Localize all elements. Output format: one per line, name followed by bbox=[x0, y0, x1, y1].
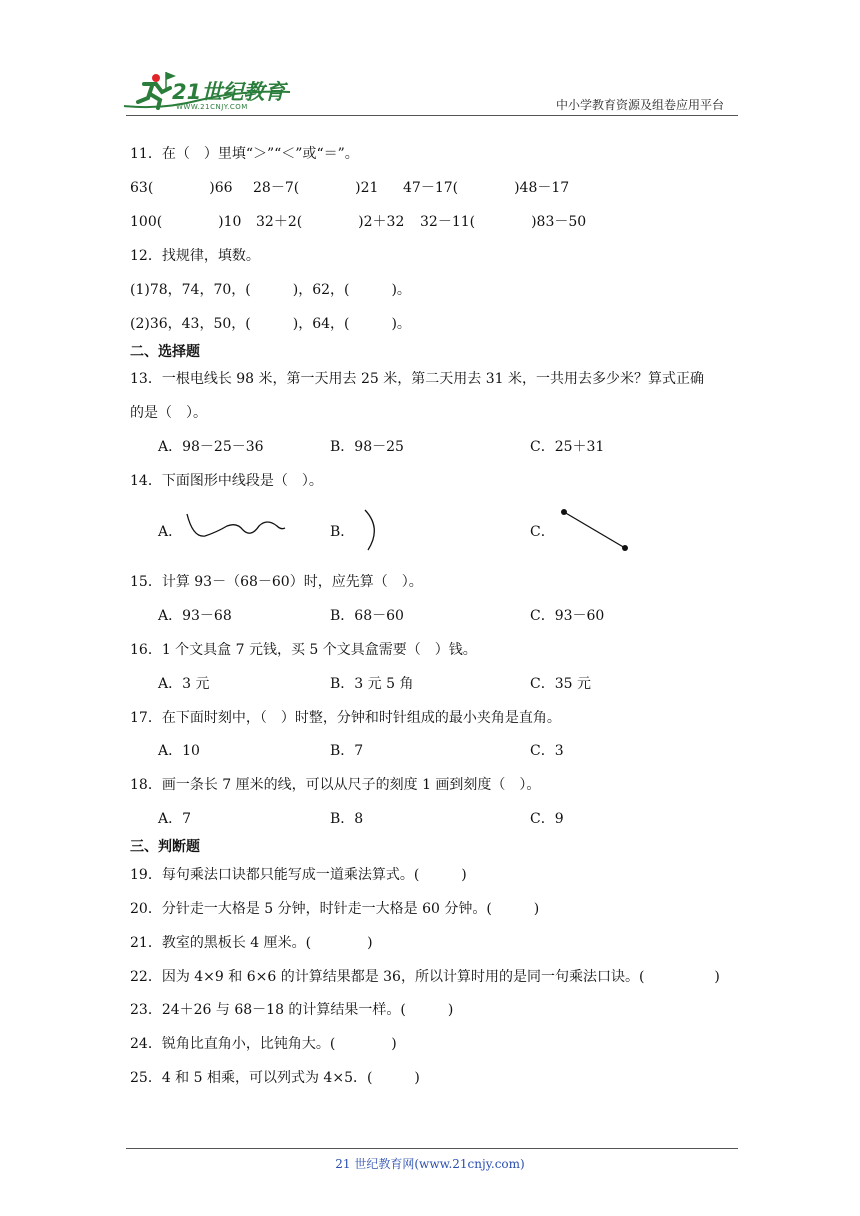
q12-part1: (1)78，74，70，( )，62，( )。 bbox=[130, 282, 411, 298]
q15-title: 15．计算 93－（68－60）时，应先算（ ）。 bbox=[130, 574, 423, 590]
section-choice: 二、选择题 bbox=[130, 344, 200, 360]
q16-option-a: A．3 元 bbox=[158, 676, 210, 692]
q13-option-c: C．25＋31 bbox=[530, 439, 605, 455]
q14-option-c: C． bbox=[530, 524, 555, 540]
platform-title: 中小学教育资源及组卷应用平台 bbox=[555, 98, 724, 112]
header-divider bbox=[126, 115, 738, 116]
q13-option-b: B．98－25 bbox=[330, 439, 404, 455]
q11-item: 32－11( )83－50 bbox=[420, 214, 587, 230]
q17-option-c: C．3 bbox=[530, 743, 564, 759]
q15-option-b: B．68－60 bbox=[330, 608, 404, 624]
section-judge: 三、判断题 bbox=[130, 839, 200, 855]
q12-part2: (2)36，43，50，( )，64，( )。 bbox=[130, 316, 411, 332]
q16-option-c: C．35 元 bbox=[530, 676, 591, 692]
arc-curve-figure bbox=[362, 508, 382, 552]
q16-option-b: B．3 元 5 角 bbox=[330, 676, 414, 692]
q13-line2: 的是（ ）。 bbox=[130, 405, 207, 421]
logo-url: WWW.21CNJY.COM bbox=[176, 103, 248, 111]
q11-item: 32＋2( )2＋32 bbox=[256, 214, 405, 230]
q17-title: 17．在下面时刻中，（ ）时整，分钟和时针组成的最小夹角是直角。 bbox=[130, 710, 561, 726]
q15-option-a: A．93－68 bbox=[158, 608, 232, 624]
q11-item: 28－7( )21 bbox=[253, 180, 379, 196]
q18-option-b: B．8 bbox=[330, 811, 364, 827]
q14-option-b: B． bbox=[330, 524, 355, 540]
q11-item: 63( )66 bbox=[130, 180, 233, 196]
q11-title: 11．在（ ）里填“＞”“＜”或“＝”。 bbox=[130, 146, 359, 162]
q18-option-a: A．7 bbox=[158, 811, 192, 827]
q18-title: 18．画一条长 7 厘米的线，可以从尺子的刻度 1 画到刻度（ ）。 bbox=[130, 777, 541, 793]
judge-item: 22．因为 4×9 和 6×6 的计算结果都是 36，所以计算时用的是同一句乘法口诀。( ) bbox=[130, 969, 720, 985]
line-segment-figure bbox=[558, 506, 632, 552]
judge-item: 19．每句乘法口诀都只能写成一道乘法算式。( ) bbox=[130, 867, 467, 883]
q12-title: 12．找规律，填数。 bbox=[130, 248, 260, 264]
q13-line1: 13．一根电线长 98 米，第一天用去 25 米，第二天用去 31 米，一共用去多少米？算式正确 bbox=[130, 371, 704, 387]
q16-title: 16．1 个文具盒 7 元钱，买 5 个文具盒需要（ ）钱。 bbox=[130, 642, 477, 658]
footer-divider bbox=[126, 1148, 738, 1149]
judge-item: 23．24＋26 与 68－18 的计算结果一样。( ) bbox=[130, 1002, 454, 1018]
q17-option-a: A．10 bbox=[158, 743, 200, 759]
footer-link[interactable]: 21 世纪教育网(www.21cnjy.com) bbox=[335, 1157, 525, 1171]
q18-option-c: C．9 bbox=[530, 811, 564, 827]
judge-item: 21．教室的黑板长 4 厘米。( ) bbox=[130, 935, 373, 951]
wavy-curve-figure bbox=[185, 508, 287, 544]
q11-item: 47－17( )48－17 bbox=[403, 180, 570, 196]
judge-item: 20．分针走一大格是 5 分钟，时针走一大格是 60 分钟。( ) bbox=[130, 901, 540, 917]
q15-option-c: C．93－60 bbox=[530, 608, 605, 624]
q13-option-a: A．98－25－36 bbox=[158, 439, 264, 455]
q14-title: 14．下面图形中线段是（ ）。 bbox=[130, 473, 323, 489]
q14-option-a: A． bbox=[158, 524, 183, 540]
logo-text: 21世纪教育 bbox=[172, 80, 286, 104]
q11-item: 100( )10 bbox=[130, 214, 242, 230]
judge-item: 25．4 和 5 相乘，可以列式为 4×5．( ) bbox=[130, 1070, 420, 1086]
q17-option-b: B．7 bbox=[330, 743, 364, 759]
judge-item: 24．锐角比直角小，比钝角大。( ) bbox=[130, 1036, 397, 1052]
